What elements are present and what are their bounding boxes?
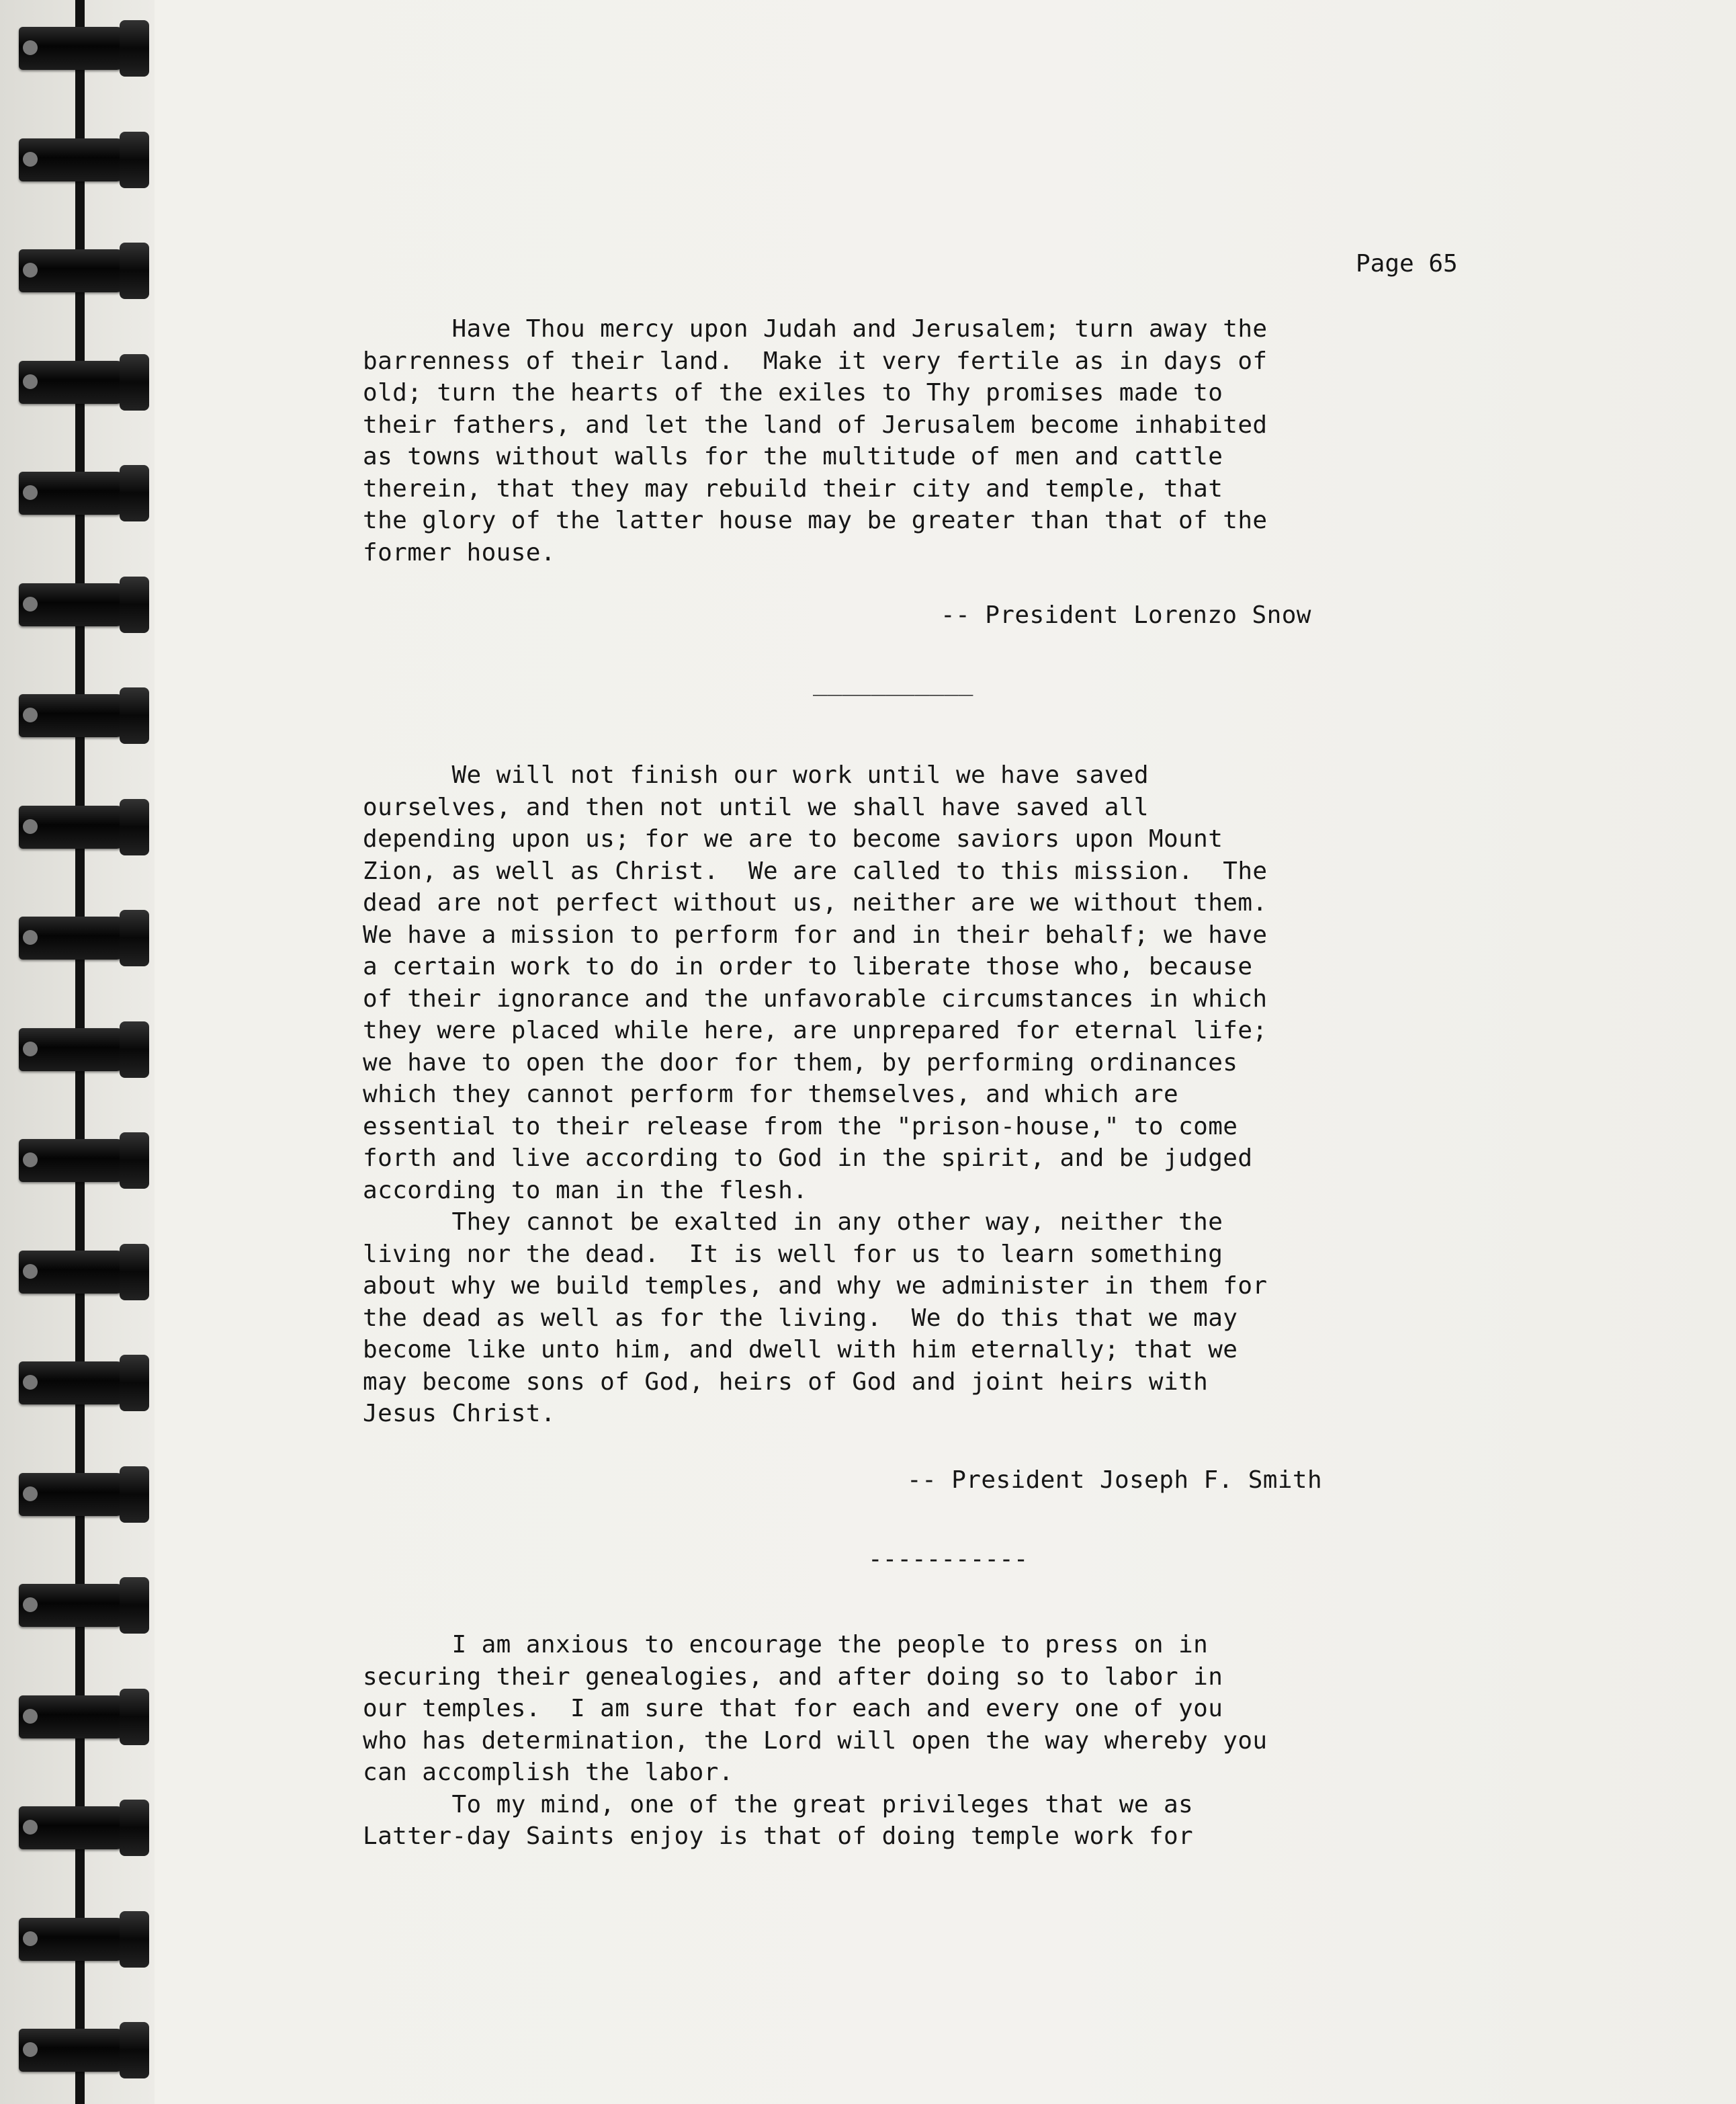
text-line: who has determination, the Lord will open the way whereby you: [363, 1726, 1268, 1755]
text-line: can accomplish the labor.: [363, 1759, 734, 1786]
text-line: essential to their release from the "prison-house," to come: [363, 1112, 1238, 1140]
text-line: ourselves, and then not until we shall have saved all: [363, 793, 1149, 821]
text-line: forth and live according to God in the spirit, and be judged: [363, 1144, 1253, 1172]
binding-coil: [19, 1689, 133, 1745]
binding-coil: [19, 910, 133, 966]
separator-line: -----------: [868, 1546, 1029, 1573]
text-line: depending upon us; for we are to become saviors upon Mount: [363, 825, 1223, 853]
text-line: become like unto him, and dwell with him eternally; that we: [363, 1336, 1238, 1363]
attribution-joseph-f-smith: -- President Joseph F. Smith: [907, 1466, 1323, 1494]
text-line: the glory of the latter house may be greater than that of the: [363, 507, 1268, 534]
text-line: dead are not perfect without us, neither are we without them.: [363, 889, 1268, 917]
text-line: We will not finish our work until we have saved: [363, 761, 1149, 789]
text-line: To my mind, one of the great privileges that we as: [363, 1790, 1194, 1818]
text-line: a certain work to do in order to liberate those who, because: [363, 953, 1253, 980]
text-line: we have to open the door for them, by performing ordinances: [363, 1048, 1238, 1077]
binding-coil: [19, 132, 133, 188]
text-line: the dead as well as for the living. We do this that we may: [363, 1304, 1238, 1332]
binding-coil: [19, 2022, 133, 2078]
text-line: I am anxious to encourage the people to press on in: [363, 1631, 1209, 1658]
text-line: as towns without walls for the multitude of men and cattle: [363, 443, 1223, 470]
binding-coil: [19, 243, 133, 299]
binding-coil: [19, 1355, 133, 1411]
binding-coil: [19, 1577, 133, 1634]
text-line: We have a mission to perform for and in their behalf; we have: [363, 921, 1268, 949]
binding-coil: [19, 1800, 133, 1856]
binding-coil: [19, 465, 133, 521]
binding-coil: [19, 799, 133, 855]
binding-coil: [19, 354, 133, 411]
text-line: securing their genealogies, and after doing so to labor in: [363, 1663, 1223, 1691]
binding-coil: [19, 687, 133, 744]
text-line: They cannot be exalted in any other way, neither the: [363, 1208, 1223, 1236]
binding-coil: [19, 577, 133, 633]
text-line: which they cannot perform for themselves, and which are: [363, 1081, 1179, 1108]
binding-coil: [19, 1021, 133, 1078]
text-line: old; turn the hearts of the exiles to Thy promises made to: [363, 379, 1223, 407]
attribution-lorenzo-snow: -- President Lorenzo Snow: [941, 601, 1311, 629]
text-line: their fathers, and let the land of Jerusalem become inhabited: [363, 411, 1268, 439]
binding-coil: [19, 1466, 133, 1523]
text-line: Zion, as well as Christ. We are called to this mission. The: [363, 857, 1268, 885]
text-line: our temples. I am sure that for each and every one of you: [363, 1695, 1223, 1722]
text-line: therein, that they may rebuild their city and temple, that: [363, 474, 1223, 503]
text-line: living nor the dead. It is well for us to learn something: [363, 1240, 1223, 1268]
text-line: barrenness of their land. Make it very fertile as in days of: [363, 347, 1268, 375]
binding-coil: [19, 20, 133, 77]
text-line: Have Thou mercy upon Judah and Jerusalem; turn away the: [363, 315, 1268, 343]
binding-coil: [19, 1244, 133, 1300]
text-line: Jesus Christ.: [363, 1400, 556, 1427]
text-line: according to man in the flesh.: [363, 1176, 808, 1204]
quote-temple-work: [363, 1629, 1545, 1853]
text-line: they were placed while here, are unprepared for eternal life;: [363, 1017, 1268, 1044]
separator-line: ___________: [813, 669, 973, 696]
binding-coil: [19, 1132, 133, 1189]
text-line: former house.: [363, 538, 556, 566]
text-line: Latter-day Saints enjoy is that of doing temple work for: [363, 1822, 1194, 1850]
quote-joseph-f-smith: [363, 759, 1545, 1430]
text-line: of their ignorance and the unfavorable circumstances in which: [363, 984, 1268, 1013]
quote-lorenzo-snow: [363, 313, 1545, 569]
binding-coil: [19, 1911, 133, 1968]
text-line: may become sons of God, heirs of God and joint heirs with: [363, 1367, 1209, 1396]
text-line: about why we build temples, and why we administer in them for: [363, 1272, 1268, 1300]
page-number: Page 65: [1356, 250, 1458, 278]
